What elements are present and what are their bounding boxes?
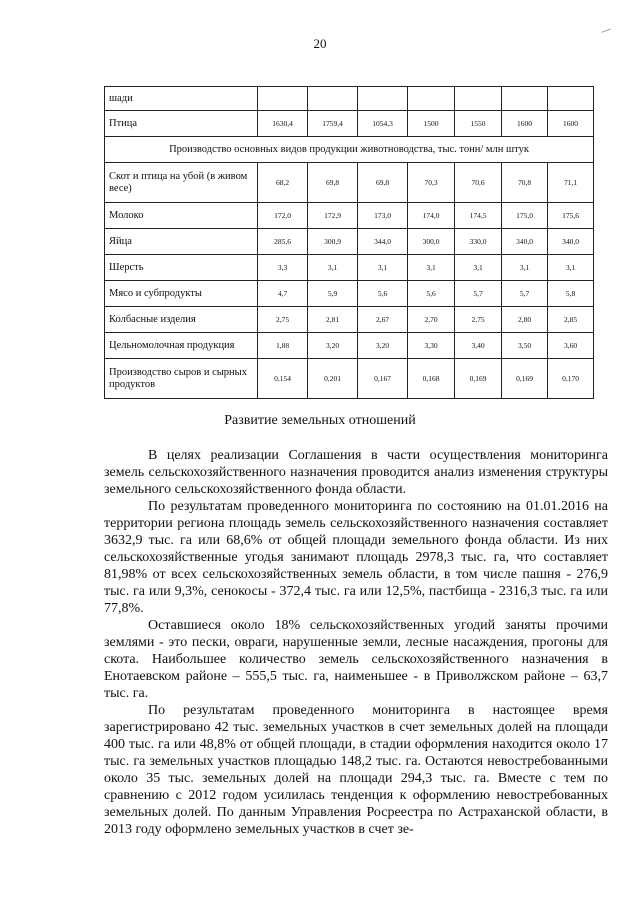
table-cell: 1550 [455, 111, 502, 137]
row-label: Мясо и субпродукты [105, 281, 258, 307]
row-label: Цельномолочная продукция [105, 333, 258, 359]
table-cell: 4,7 [258, 281, 308, 307]
table-cell: 330,0 [455, 229, 502, 255]
table-cell: 175,0 [502, 203, 548, 229]
table-cell [308, 87, 358, 111]
table-row [105, 281, 594, 307]
table-section-header: Производство основных видов продукции животноводства, тыс. тонн/ млн штук [105, 137, 594, 163]
table-cell: 3,50 [502, 333, 548, 359]
table-cell [358, 87, 408, 111]
table-cell: 3,30 [408, 333, 455, 359]
paragraph: По результатам проведенного мониторинга по состоянию на 01.01.2016 на территории региона площадь земель сельскохозяйственного назначения составляет 3632,9 тыс. га или 68,6% от общей площади земельного фонда области. Из них сельскохозяйственные угодья занимают площадь 2978,3 тыс. га, что составляет 81,98% от всех сельскохозяйственных земель области, в том числе пашня - 276,9 тыс. га или 9,3%, сенокосы - 372,4 тыс. га или 12,5%, пастбища - 2316,3 тыс. га или 77,8%. [104, 499, 608, 616]
row-label: Колбасные изделия [105, 307, 258, 333]
table-cell: 71,1 [548, 163, 594, 203]
row-label: Птица [105, 111, 258, 137]
table-cell: 3,1 [548, 255, 594, 281]
table-cell: 0,170 [548, 359, 594, 399]
table-cell: 5,8 [548, 281, 594, 307]
table-cell: 175,6 [548, 203, 594, 229]
page-number: 20 [313, 36, 327, 51]
paragraph: В целях реализации Соглашения в части осуществления мониторинга земель сельскохозяйственного назначения проводится анализ изменения структуры земельного сельскохозяйственного фонда области. [104, 448, 608, 497]
table-cell: 340,0 [502, 229, 548, 255]
table-row [105, 255, 594, 281]
table-row [105, 203, 594, 229]
table-row [105, 307, 594, 333]
table-cell: 174,0 [408, 203, 455, 229]
table-cell: 1630,4 [258, 111, 308, 137]
table-row [105, 163, 594, 203]
paragraph: По результатам проведенного мониторинга в настоящее время зарегистрировано 42 тыс. земельных участков в счет земельных долей на площади 400 тыс. га или 48,8% от общей площади, в стадии оформления находится около 17 тыс. га земельных участков площадью 148,2 тыс. га. Остаются невостребованными около 35 тыс. земельных долей на площади 294,3 тыс. га. Вместе с тем по сравнению с 2012 годом усилилась тенденция к оформлению невостребованных земельных долей. По данным Управления Росреестра по Астраханской области, в 2013 году оформлено земельных участков в счет зе- [104, 703, 608, 837]
table-cell: 0,167 [358, 359, 408, 399]
table-cell: 1600 [502, 111, 548, 137]
table-cell: 2,75 [258, 307, 308, 333]
table-cell: 3,1 [455, 255, 502, 281]
table-cell: 70,6 [455, 163, 502, 203]
table-cell: 1,88 [258, 333, 308, 359]
table-cell: 173,0 [358, 203, 408, 229]
table-cell: 300,0 [408, 229, 455, 255]
table-cell [408, 87, 455, 111]
table-cell: 2,80 [502, 307, 548, 333]
table-cell: 3,1 [308, 255, 358, 281]
row-label: Яйца [105, 229, 258, 255]
table-cell: 3,40 [455, 333, 502, 359]
table-row [105, 87, 594, 111]
body-text [104, 447, 608, 838]
table-cell: 3,1 [502, 255, 548, 281]
table-cell: 3,1 [358, 255, 408, 281]
table-cell: 5,7 [502, 281, 548, 307]
table-row [105, 359, 594, 399]
row-label: Молоко [105, 203, 258, 229]
table-cell: 3,1 [408, 255, 455, 281]
table-cell: 172,9 [308, 203, 358, 229]
table-cell: 3,60 [548, 333, 594, 359]
table-cell: 5,6 [358, 281, 408, 307]
table-cell: 5,6 [408, 281, 455, 307]
table-row [105, 111, 594, 137]
table-cell: 340,0 [548, 229, 594, 255]
table-cell: 70,8 [502, 163, 548, 203]
row-label: шади [105, 87, 258, 111]
table-cell: 0,168 [408, 359, 455, 399]
table-cell [502, 87, 548, 111]
row-label: Производство сыров и сырных продуктов [105, 359, 258, 399]
table-cell: 70,3 [408, 163, 455, 203]
table-cell: 174,5 [455, 203, 502, 229]
table-cell: 3,20 [308, 333, 358, 359]
table-cell: 300,9 [308, 229, 358, 255]
table-row [105, 333, 594, 359]
table-cell: 3,3 [258, 255, 308, 281]
table-cell: 5,7 [455, 281, 502, 307]
table-cell: 5,9 [308, 281, 358, 307]
row-label: Шерсть [105, 255, 258, 281]
table-cell: 2,81 [308, 307, 358, 333]
table-cell: 2,75 [455, 307, 502, 333]
table-cell: 1500 [408, 111, 455, 137]
table-cell: 69,8 [358, 163, 408, 203]
table-cell: 3,20 [358, 333, 408, 359]
livestock-table [104, 86, 594, 399]
table-cell: 0,169 [455, 359, 502, 399]
table-cell [548, 87, 594, 111]
table-cell: 172,0 [258, 203, 308, 229]
table-cell: 344,0 [358, 229, 408, 255]
table-cell: 1054,3 [358, 111, 408, 137]
table-cell: 2,67 [358, 307, 408, 333]
section-heading: Развитие земельных отношений [224, 413, 416, 428]
table-cell: 68,2 [258, 163, 308, 203]
table-cell: 2,70 [408, 307, 455, 333]
table-cell: 0,201 [308, 359, 358, 399]
paragraph: Оставшиеся около 18% сельскохозяйственных угодий заняты прочими землями - это пески, овраги, нарушенные земли, лесные насаждения, прогоны для скота. Наибольшее количество земель сельскохозяйственного назначения в Енотаевском районе – 555,5 тыс. га, наименьшее - в Приволжском районе – 63,7 тыс. га. [104, 618, 608, 701]
table-cell: 0,154 [258, 359, 308, 399]
table-cell [258, 87, 308, 111]
table-cell: 0,169 [502, 359, 548, 399]
row-label: Скот и птица на убой (в живом весе) [105, 163, 258, 203]
table-cell: 69,8 [308, 163, 358, 203]
table-cell: 2,85 [548, 307, 594, 333]
table-cell [455, 87, 502, 111]
table-row [105, 137, 594, 163]
table-cell: 1600 [548, 111, 594, 137]
table-cell: 1759,4 [308, 111, 358, 137]
table-row [105, 229, 594, 255]
table-cell: 285,6 [258, 229, 308, 255]
